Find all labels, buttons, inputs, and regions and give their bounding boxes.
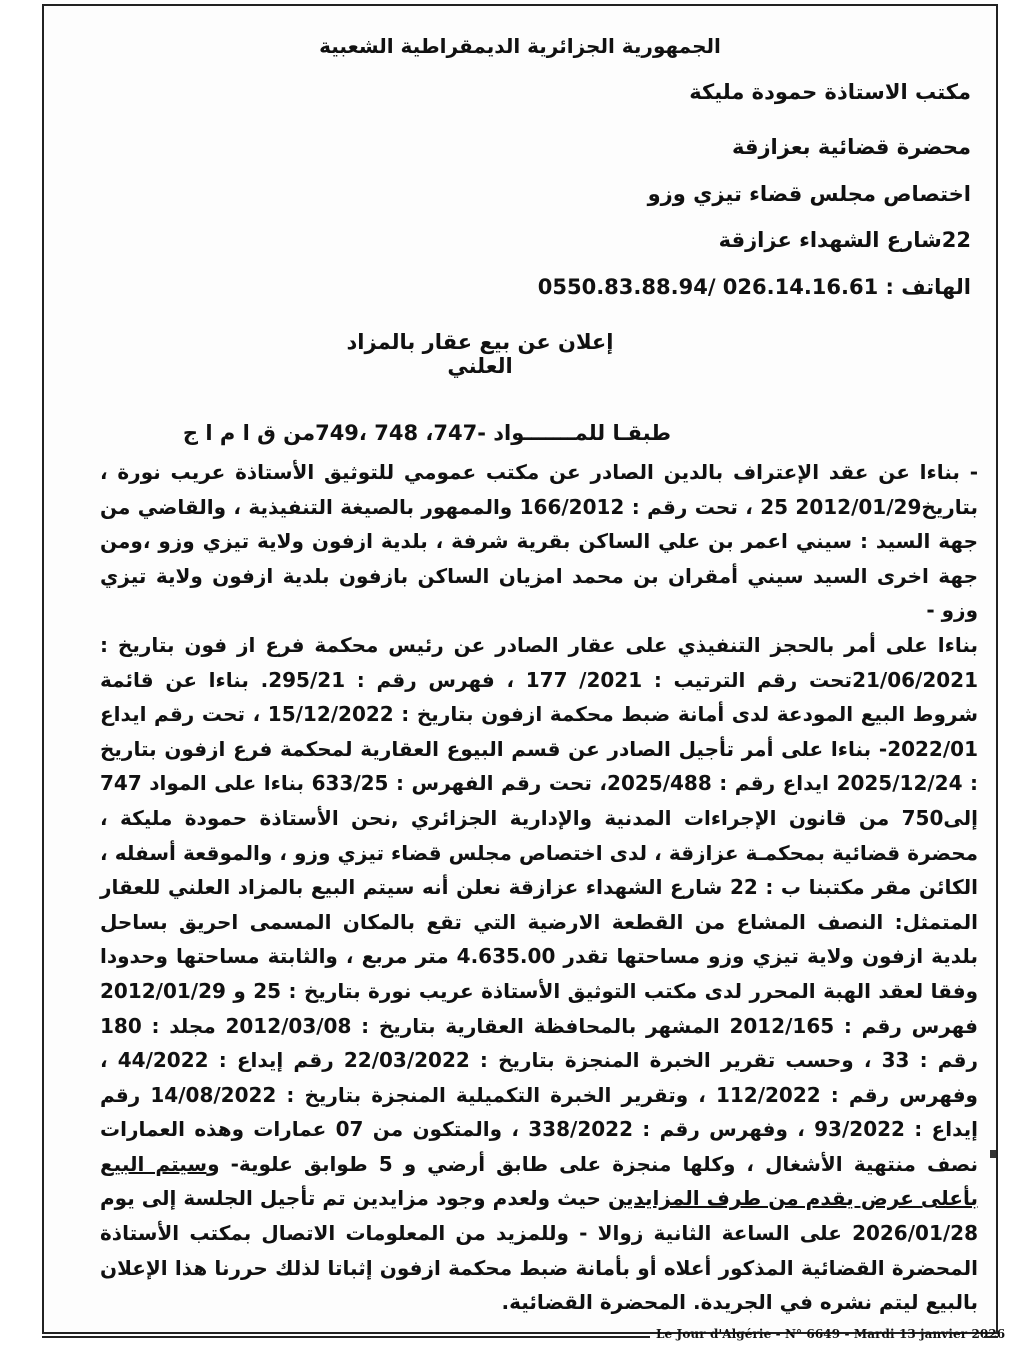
bailiff-title: محضرة قضائية بعزازقة (731, 135, 971, 159)
sale-method-underlined: وسيتم البيع بأعلى عرض يقدم من طرف المزايدين (100, 1151, 978, 1211)
phone-line: الهاتف : 026.14.16.61 /0550.83.88.94 (537, 275, 971, 299)
page-corner-mark (990, 1150, 996, 1158)
address-line: 22شارع الشهداء عزازقة (718, 228, 971, 252)
footer-rule-right (984, 1336, 998, 1338)
newspaper-footer (0, 1326, 1031, 1346)
jurisdiction-line: اختصاص مجلس قضاء تيزي وزو (647, 182, 971, 206)
paragraph-sale-details (100, 628, 978, 1320)
sale-postponement-text: حيث ولعدم وجود مزايدين تم تأجيل الجلسة إلى يوم 2026/01/28 على الساعة الثانية زوالا - وللمزيد من المعلومات الاتصال بمكتب الأستاذة المحضرة القضائية المذكور أعلاه أو بأمانة ضبط محكمة ازفون إثباتا لذلك حررنا هذا الإعلان بالبيع ليتم نشره في الجريدة. المحضرة القضائية. (100, 1186, 978, 1315)
sale-details-text: بناءا على أمر بالحجز التنفيذي على عقار الصادر عن رئيس محكمة فرع از فون بتاريخ : 21/06/2021تحت رقم الترتيب : 2021/ 177 ، فهرس رقم : 295/21. بناءا عن قائمة شروط البيع المودعة لدى أمانة ضبط محكمة ازفون بتاريخ : 15/12/2022 ، تحت رقم ايداع 2022/01- بناءا على أمر تأجيل الصادر عن قسم البيوع العقارية لمحكمة فرع ازفون بتاريخ : 2025/12/24 ايداع رقم : 2025/488، تحت رقم الفهرس : 633/25 بناءا على المواد 747 إلى750 من قانون الإجراءات المدنية والإدارية الجزائري ,نحن الأستاذة حمودة مليكة ، محضرة قضائية بمحكمـة عزازقة ، لدى اختصاص مجلس قضاء تيزي وزو ، والموقعة أسفله ، الكائن مقر مكتبنا ب : 22 شارع الشهداء عزازقة نعلن أنه سيتم البيع بالمزاد العلني للعقار المتمثل: النصف المشاع من القطعة الارضية التي تقع بالمكان المسمى احريق بساحل بلدية ازفون ولاية تيزي وزو مساحتها تقدر 4.635.00 متر مربع ، والثابتة مساحتها وحدودا وفقا لعقد الهبة المحرر لدى مكتب التوثيق الأستاذة عريب نورة بتاريخ : 25 و 2012/01/29 فهرس رقم : 2012/165 المشهر بالمحافظة العقارية بتاريخ : 2012/03/08 مجلد : 180 رقم : 33 ، وحسب تقرير الخبرة المنجزة بتاريخ : 22/03/2022 رقم إيداع : 44/2022 ، وفهرس رقم : 112/2022 ، وتقرير الخبرة التكميلية المنجزة بتاريخ : 14/08/2022 رقم إيداع : 93/2022 ، وفهرس رقم : 338/2022 ، والمتكون من 07 عمارات وهذه العمارات نصف منتهية الأشغال ، وكلها منجزة على طابق أرضي و 5 طوابق علوية- (100, 632, 979, 1176)
paragraph-debt-acknowledgment: - بناءا عن عقد الإعتراف بالدين الصادر عن مكتب عمومي للتوثيق الأستاذة عريب نورة ، بتاريخ2012/01/29 25 ، تحت رقم : 166/2012 والممهور بالصيغة التنفيذية ، والقاضي من جهة السيد : سيني اعمر بن علي الساكن بقرية شرفة ، بلدية ازفون ولاية تيزي وزو ،ومن جهة اخرى السيد سيني أمقران بن محمد امزيان الساكن بازفون بلدية ازفون ولاية تيزي وزو - (100, 460, 978, 623)
legal-articles: طبقـا للمـــــــواد -747، 748 ،749من ق ا م ا ج (182, 421, 671, 445)
publication-info: Le Jour d'Algérie - N° 6649 - Mardi 13 janvier 2026 (656, 1327, 1006, 1341)
republic-header: الجمهورية الجزائرية الديمقراطية الشعبية (319, 34, 721, 58)
notice-title: إعلان عن بيع عقار بالمزاد العلني (346, 330, 614, 378)
notice-body (100, 455, 978, 1320)
office-name: مكتب الاستاذة حمودة مليكة (689, 80, 971, 104)
footer-rule-left (42, 1336, 650, 1338)
